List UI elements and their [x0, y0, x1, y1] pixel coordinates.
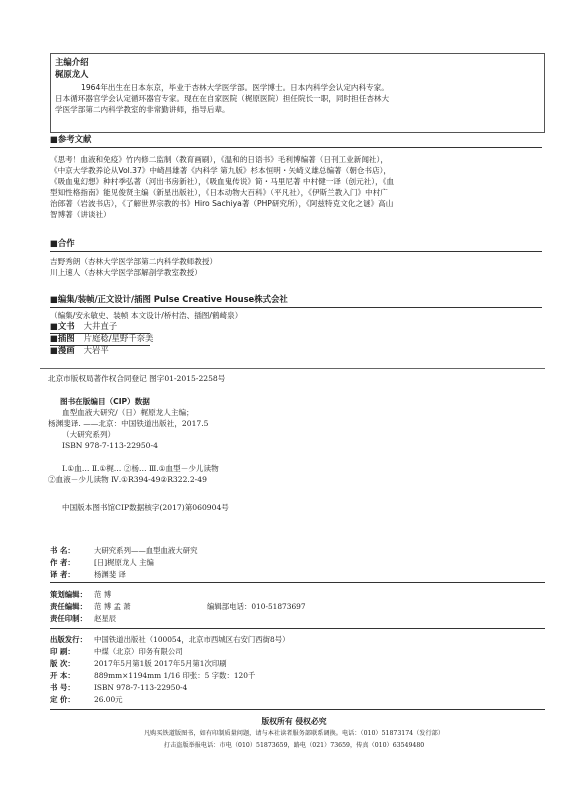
- piracy-report: 打击盗版举报电话：市电（010）51873659，路电（021）73659，传真（010）63549480: [163, 742, 425, 749]
- reference-line: 治郎著（岩波书店），《了解世界宗教的书》Hiro Sachiya著（PHP研究所），《阿兹特克文化之谜》高山: [50, 199, 394, 208]
- book-info-rule: [50, 582, 545, 583]
- cip-heading: 图书在版编目（CIP）数据: [60, 397, 150, 406]
- reference-line: 《思考！血液和免疫》竹内修二监制（教育画刷），《温和的日语书》毛利博编著（日刊工业新闻社），: [50, 155, 388, 164]
- staff-row: [50, 601, 530, 613]
- publish-label: 定 价：: [50, 695, 75, 704]
- staff-label: 责任编辑：: [50, 602, 87, 611]
- cip-line: ISBN 978-7-113-22950-4: [62, 441, 158, 450]
- credit-row: [50, 333, 153, 345]
- references-rule: [50, 147, 542, 148]
- references-list: [50, 154, 394, 220]
- reference-line: 《中京大学教养论从Vol.37》中崎昌雄著《内科学 第九版》杉本恒明・矢崎义雄总编著（朝仓书店），: [50, 166, 391, 175]
- editing-detail: （编集/安永敏史、装帧 本文设计/桥村浩、插图/鹤崎泉）: [50, 311, 243, 320]
- cip-class-line: Ⅰ.①血… Ⅱ.①梶… ②杨… Ⅲ.①血型－少儿读物: [62, 464, 219, 473]
- cip-body: [48, 407, 209, 451]
- publish-row: [50, 646, 530, 658]
- editor-bio-line: 日本循环器官学会认定循环器官专家。现在在自家医院（梶原医院）担任院长一职，同时担任杏林大: [55, 94, 390, 103]
- cip-line: 杨渊斐译. ——北京：中国铁道出版社，2017.5: [48, 419, 209, 428]
- book-title-value: 大研究系列——血型血液大研究: [94, 546, 198, 555]
- publish-row: [50, 670, 530, 682]
- editing-rule: [50, 307, 542, 308]
- credit-row: [50, 321, 153, 333]
- cip-number: 中国版本图书馆CIP数据核字(2017)第060904号: [62, 503, 229, 512]
- credit-label: ■漫画: [50, 345, 75, 355]
- book-translator-value: 杨渊斐 译: [94, 570, 126, 579]
- staff-label: 策划编辑：: [50, 590, 87, 599]
- rights-notice: 版权所有 侵权必究: [261, 717, 327, 726]
- cip-class-line: ②血液－少儿读物 Ⅳ.①R394-49②R322.2-49: [48, 475, 207, 484]
- cip-line: （大研究系列）: [62, 430, 116, 439]
- cooperation-line: 吉野秀朗（杏林大学医学部第二内科学教师教授）: [50, 257, 218, 266]
- copyright-registration: 北京市版权局著作权合同登记 图字01-2015-2258号: [48, 374, 226, 383]
- editor-heading: 主编介绍: [55, 57, 89, 67]
- reference-line: 智博著（讲谈社）: [50, 210, 111, 219]
- book-title-row: [50, 545, 530, 557]
- publish-rule: [50, 709, 545, 710]
- editor-name: 梶原龙人: [55, 69, 89, 79]
- publish-label: 出版发行：: [50, 635, 87, 644]
- credits-list: [50, 321, 153, 357]
- publish-value: ISBN 978-7-113-22950-4: [94, 683, 188, 692]
- purchase-notice: 凡购买铁道版图书，如有印制质量问题，请与本社读者服务部联系调换。电话：（010）51873174（发行部）: [143, 730, 445, 737]
- publish-value: 889mm×1194mm 1/16 印张：5 字数：120千: [94, 671, 256, 680]
- publish-row: [50, 658, 530, 670]
- references-heading: ■参考文献: [50, 134, 92, 144]
- staff-label: 责任印制：: [50, 614, 87, 623]
- staff-value: 赵星辰: [94, 614, 117, 623]
- book-translator-row: [50, 569, 530, 581]
- credit-label: ■文书: [50, 321, 75, 331]
- editor-box: [50, 53, 545, 133]
- book-title-label: 书 名：: [50, 546, 75, 555]
- staff-value: 范 博: [94, 590, 112, 599]
- book-author-value: [日]梶原龙人 主编: [94, 558, 154, 567]
- editor-bio-line: 学医学部第二内科学教室的非常勤讲师，指导后辈。: [55, 105, 230, 114]
- credit-row: [50, 345, 153, 357]
- publish-label: 印 刷：: [50, 647, 75, 656]
- cooperation-heading: ■合作: [50, 238, 75, 248]
- staff-row: [50, 589, 530, 601]
- publish-info: [50, 634, 530, 706]
- publish-row: [50, 634, 530, 646]
- publish-value: 2017年5月第1版 2017年5月第1次印刷: [94, 659, 227, 668]
- reference-line: 型知性格指南》能见俊贤主编（新星出版社），《日本动物大百科》（平凡社），《伊斯兰教入门》中村广: [50, 188, 388, 197]
- staff-value: 范 博 孟 萧: [94, 602, 131, 611]
- staff-rule: [50, 628, 545, 629]
- cooperation-line: 川上速人（杏林大学医学部解剖学教室教授）: [50, 268, 202, 277]
- editing-heading: ■编集/装帧/正文设计/插图 Pulse Creative House株式会社: [50, 294, 288, 304]
- editor-bio-line: 1964年出生在日本东京，毕业于杏林大学医学部。医学博士。日本内科学会认定内科专家。: [81, 83, 389, 92]
- publish-value: 中煤（北京）印务有限公司: [94, 647, 183, 656]
- cooperation-list: [50, 256, 217, 278]
- publish-value: 中国铁道出版社（100054，北京市西城区右安门西街8号）: [94, 635, 290, 644]
- publish-label: 版 次：: [50, 659, 75, 668]
- book-author-row: [50, 557, 530, 569]
- credit-value: 大井直子: [83, 321, 118, 331]
- credit-value: 片庭稔/星野千奈美: [83, 333, 154, 343]
- editorial-phone: 编辑部电话：010-51873697: [207, 602, 306, 611]
- reference-line: 《吸血鬼幻想》种村季弘著（河出书房新社），《吸血鬼传说》简・马里尼著 中村健一译（创元社），《血: [50, 177, 395, 186]
- book-translator-label: 译 者：: [50, 570, 75, 579]
- publish-label: 开 本：: [50, 671, 75, 680]
- staff-info: [50, 589, 530, 625]
- cooperation-rule: [50, 251, 542, 252]
- book-info: [50, 545, 530, 581]
- credit-value: 大岩平: [83, 345, 109, 355]
- publish-label: 书 号：: [50, 683, 75, 692]
- credit-label: ■插图: [50, 333, 75, 343]
- publish-value: 26.00元: [94, 695, 123, 704]
- publish-row: [50, 694, 530, 706]
- cip-line: 血型血液大研究/（日）梶原龙人主编；: [62, 408, 194, 417]
- registration-rule: [40, 368, 545, 369]
- cip-classification: [48, 463, 219, 485]
- publish-row: [50, 682, 530, 694]
- book-author-label: 作 者：: [50, 558, 75, 567]
- staff-row: [50, 613, 530, 625]
